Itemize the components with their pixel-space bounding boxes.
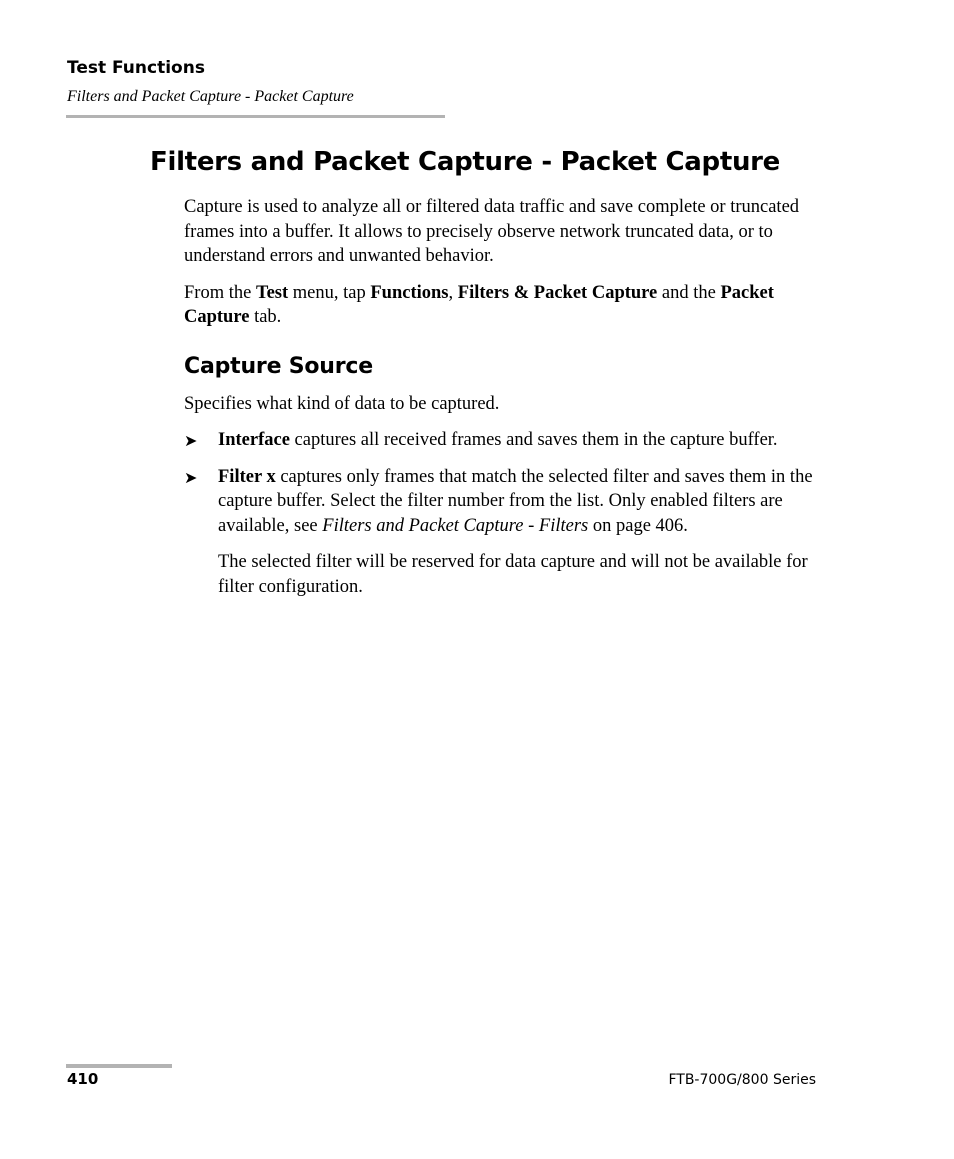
section-title: Capture Source — [184, 353, 373, 379]
running-header-title: Test Functions — [67, 58, 205, 78]
intro-paragraph: Capture is used to analyze all or filtered data traffic and save complete or truncated frames into a buffer. It allows to precisely observe network truncated data, or to understand errors and unwanted behavior. — [184, 197, 800, 266]
header-divider — [66, 115, 445, 118]
running-header — [67, 57, 354, 107]
option-filter-x-desc: captures only frames that match the selected filter and saves them in the capture buffer. Select the filter number from the list. Only enabled filters are available, see — [218, 466, 813, 536]
page-number: 410 — [67, 1070, 99, 1088]
nav-text: From the — [184, 282, 256, 303]
footer-divider — [66, 1064, 172, 1068]
nav-text: menu, tap — [288, 282, 371, 303]
menu-test: Test — [255, 282, 289, 303]
cross-reference-page: on page 406. — [588, 515, 688, 536]
list-item — [184, 465, 824, 539]
main-content — [184, 195, 824, 611]
option-filter-x: Filter x — [218, 466, 276, 487]
arrow-bullet-icon: ➤ — [184, 433, 198, 450]
note-paragraph: The selected filter will be reserved for data capture and will not be available for filter configuration. — [218, 552, 808, 597]
running-header-subtitle: Filters and Packet Capture - Packet Capture — [67, 88, 354, 105]
menu-functions: Functions — [370, 282, 449, 303]
navigation-paragraph — [184, 281, 824, 330]
list-item — [184, 428, 824, 453]
nav-text: and the — [657, 282, 721, 303]
option-interface-desc: captures all received frames and saves them in the capture buffer. — [289, 430, 778, 450]
product-series: FTB-700G/800 Series — [668, 1072, 816, 1088]
section-description: Specifies what kind of data to be captured. — [184, 393, 500, 414]
cross-reference-link[interactable]: Filters and Packet Capture - Filters — [322, 515, 589, 536]
option-interface: Interface — [218, 430, 290, 450]
nav-text: , — [448, 282, 458, 303]
tab-packet-capture: Packet Capture — [184, 282, 774, 327]
arrow-bullet-icon: ➤ — [184, 469, 198, 487]
nav-text: tab. — [249, 307, 282, 327]
menu-filters-packet-capture: Filters & Packet Capture — [457, 282, 658, 303]
page-title: Filters and Packet Capture - Packet Capture — [150, 147, 781, 177]
